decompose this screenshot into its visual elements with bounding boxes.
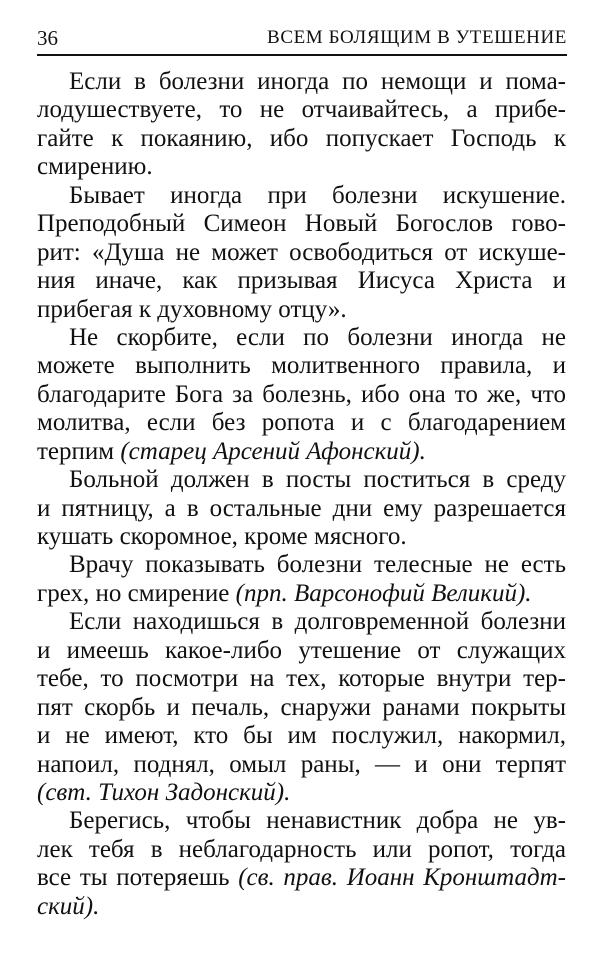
text-line — [37, 495, 566, 523]
text-line — [37, 153, 566, 181]
text-line — [37, 836, 566, 864]
page-body-text — [37, 68, 566, 921]
text-line — [37, 239, 566, 267]
line-text: Если находишься в долговременной болезни — [69, 608, 566, 636]
text-line — [37, 551, 566, 579]
line-text: Преподобный Симеон Новый Богослов гово- — [37, 210, 566, 238]
text-line — [37, 352, 566, 380]
line-text: все ты потеряешь — [37, 864, 239, 892]
line-text: Бывает иногда при болезни искушение. — [69, 181, 566, 209]
line-text: Берегись, чтобы ненавистник добра не ув- — [69, 807, 566, 835]
text-line — [37, 637, 566, 665]
text-line — [37, 580, 566, 608]
line-text: терпим — [37, 437, 121, 465]
text-line — [37, 751, 566, 779]
page-number: 36 — [37, 26, 58, 50]
line-text: и пятницу, а в остальные дни ему разрешается — [37, 494, 566, 522]
line-text: ния иначе, как призывая Иисуса Христа и — [37, 267, 566, 295]
line-text: рит: «Душа не может освободиться от искуше- — [37, 238, 566, 266]
line-text: напоил, поднял, омыл раны, — и они терпят — [37, 750, 566, 778]
line-text: прибегая к духовному отцу». — [37, 295, 347, 323]
line-text: Больной должен в посты поститься в среду — [69, 466, 566, 494]
text-line — [37, 381, 566, 409]
text-line — [37, 523, 566, 551]
source-citation: ский). — [37, 892, 100, 920]
line-text: пят скорбь и печаль, снаружи ранами покрыты — [37, 693, 566, 721]
line-text: благодарите Бога за болезнь, ибо она то же, что — [37, 380, 566, 408]
running-header — [37, 24, 567, 56]
line-text: Врачу показывать болезни телесные не есть — [69, 551, 566, 579]
line-text: и не имеют, кто бы им послужил, накормил, — [37, 722, 566, 750]
text-line — [37, 125, 566, 153]
source-citation: (св. прав. Иоанн Кронштадт- — [238, 864, 566, 892]
text-line — [37, 324, 566, 352]
text-line — [37, 864, 566, 892]
line-text: Если в болезни иногда по немощи и пома- — [69, 68, 566, 95]
line-text: смирению. — [37, 153, 153, 181]
line-text: молитва, если без ропота и с благодарением — [37, 409, 566, 437]
text-line — [37, 608, 566, 636]
source-citation: (свт. Тихон Задонский). — [37, 778, 291, 806]
line-text: лодушествуете, то не отчаивайтесь, а прибе- — [37, 96, 566, 124]
text-line — [37, 438, 566, 466]
text-line — [37, 96, 566, 124]
line-text: Не скорбите, если по болезни иногда не — [69, 323, 566, 351]
text-line — [37, 68, 566, 96]
text-line — [37, 296, 566, 324]
line-text: грех, но смирение — [37, 579, 236, 607]
text-line — [37, 267, 566, 295]
line-text: и имеешь какое-либо утешение от служащих — [37, 636, 566, 664]
text-line — [37, 466, 566, 494]
text-line — [37, 409, 566, 437]
text-line — [37, 182, 566, 210]
text-line — [37, 779, 566, 807]
line-text: кушать скоромное, кроме мясного. — [37, 523, 407, 550]
text-line — [37, 210, 566, 238]
line-text: гайте к покаянию, ибо попускает Господь к — [37, 124, 566, 152]
text-line — [37, 694, 566, 722]
text-line — [37, 722, 566, 750]
running-title: ВСЕМ БОЛЯЩИМ В УТЕШЕНИЕ — [267, 27, 567, 48]
source-citation: (старец Арсений Афонский). — [120, 437, 426, 465]
text-line — [37, 665, 566, 693]
line-text: лек тебя в неблагодарность или ропот, тогда — [37, 835, 566, 863]
source-citation: (прп. Варсонофий Великий). — [235, 579, 532, 607]
text-line — [37, 893, 566, 921]
line-text: тебе, то посмотри на тех, которые внутри тер- — [37, 665, 566, 693]
text-line — [37, 807, 566, 835]
line-text: можете выполнить молитвенного правила, и — [37, 352, 566, 380]
